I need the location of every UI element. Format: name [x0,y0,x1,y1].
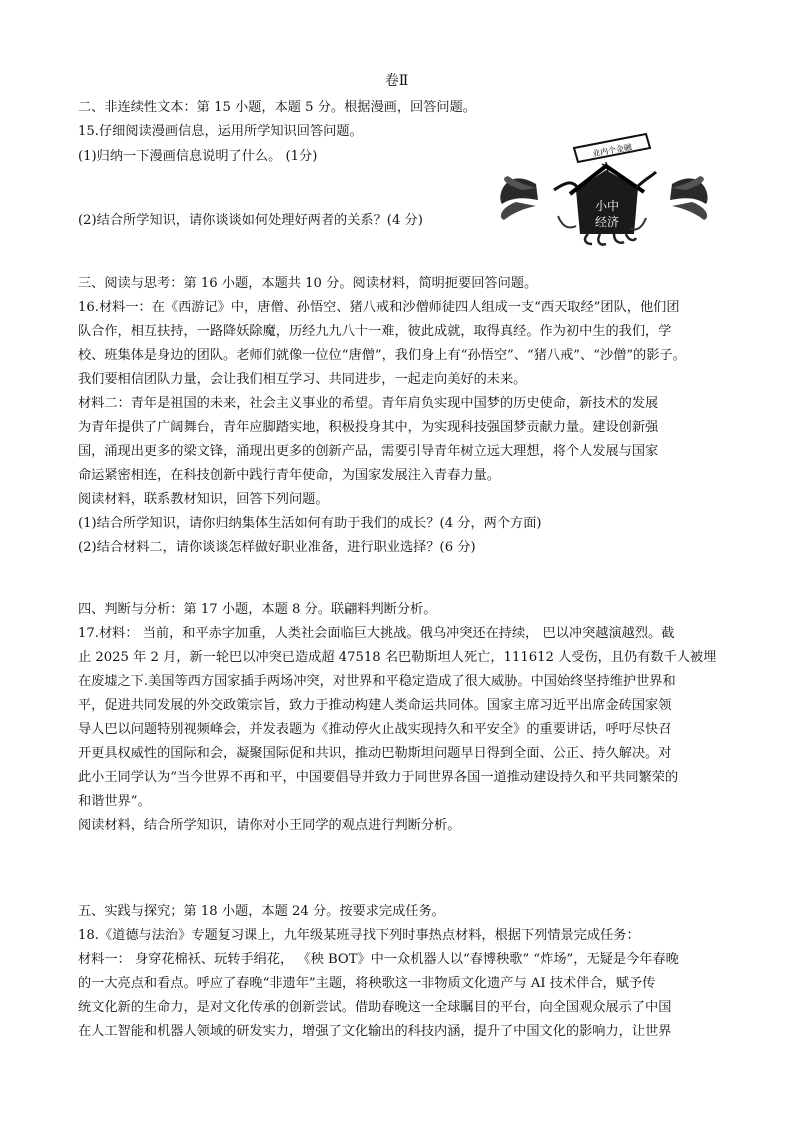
passage-line: 和谐世界”。 [78,794,151,809]
question-15: 15.仔细阅读漫画信息，运用所学知识回答问题。 [78,124,363,139]
house-text-1: 小中 [594,199,620,213]
question-15-part1: (1)归纳一下漫画信息说明了什么。 (1分) [78,149,318,164]
section4-heading: 四、判断与分析：第 17 小题，本题 8 分。联翩料判断分析。 [78,602,437,617]
question-16-part2: (2)结合材料二，请你谈谈怎样做好职业准备，进行职业选择？(6 分) [78,540,476,555]
section2-heading: 二、非连续性文本：第 15 小题，本题 5 分。根据漫画，回答问题。 [78,100,476,115]
question-16-part1: (1)结合所学知识，请你归纳集体生活如何有助于我们的成长？(4 分，两个方面) [78,516,542,531]
right-arm [636,172,656,188]
passage-line: 我们要相信团队力量，会让我们相互学习、共同进步，一起走向美好的未来。 [78,372,527,387]
question-15-part2: (2)结合所学知识，请你谈谈如何处理好两者的关系？(4 分) [78,213,423,228]
passage-line: 16.材料一：在《西游记》中，唐僧、孙悟空、猪八戒和沙僧师徒四人组成一支“西天取经”团队，他们团 [78,300,680,315]
passage-line: 为青年提供了广阔舞台，青年应脚踏实地，积极投身其中，为实现科技强国梦贡献力量。建设创新强 [78,420,659,435]
passage-line: 止 2025 年 2 月，新一轮巴以冲突已造成超 47518 名巴勒斯坦人死亡，111612 人受伤，且仍有数千人被埋 [78,650,717,665]
passage-line: 此小王同学认为“当今世界不再和平，中国要倡导并致力于同世界各国一道推动建设持久和平共同繁荣的 [78,770,679,785]
section5-heading: 五、实践与探究；第 18 小题，本题 24 分。按要求完成任务。 [78,904,445,919]
passage-line: 命运紧密相连，在科技创新中践行青年使命，为国家发展注入青春力量。 [78,468,500,483]
passage-line: 队合作，相互扶持，一路降妖除魔，历经九九八十一难，彼此成就，取得真经。作为初中生的我们，学 [78,324,672,339]
banner-text: 业内个金融 [591,142,633,159]
cartoon-image [496,126,712,250]
passage-line: 校、班集体是身边的团队。老师们就像一位位“唐僧”，我们身上有“孙悟空”、“猪八戒”、“沙僧”的影子。 [78,348,686,363]
passage-line: 平，促进共同发展的外交政策宗旨，致力于推动构建人类命运共同体。国家主席习近平出席金砖国家领 [78,698,672,713]
passage-line: 国，涌现出更多的梁文锋，涌现出更多的创新产品，需要引导青年树立远大理想，将个人发展与国家 [78,444,659,459]
passage-line: 开更具权威性的国际和会，凝聚国际促和共识，推动巴勒斯坦问题早日得到全面、公正、持久解决。对 [78,746,672,761]
passage-line: 18.《道德与法治》专题复习课上，九年级某班寻找下列时事热点材料，根据下列情景完成任务： [78,928,640,943]
passage-line: 材料一： 身穿花棉袄、玩转手绢花， 《秧 BOT》中一众机器人以“春博秧歌” “炸场”，无疑是今年春晚 [78,952,679,967]
section3-heading: 三、阅读与思考：第 16 小题，本题共 10 分。阅读材料，简明扼要回答问题。 [78,276,538,291]
page-title: 卷Ⅱ [384,73,409,89]
passage-line: 导人巴以问题特别视频峰会，并发表题为《推动停火止战实现持久和平安全》的重要讲话，呼吁尽快召 [78,722,672,737]
legs [585,234,636,245]
passage-line: 统文化新的生命力，是对文化传承的创新尝试。借助春晚这一全球瞩目的平台，向全国观众展示了中国 [78,1000,672,1015]
passage-line: 阅读材料，联系教材知识，回答下列问题。 [78,492,329,507]
passage-line: 在人工智能和机器人领域的研发实力，增强了文化输出的科技内涵，提升了中国文化的影响力，让世界 [78,1024,672,1039]
passage-line: 在废墟之下.美国等西方国家插手两场冲突，对世界和平稳定造成了很大威胁。中国始终坚持维护世界和 [78,674,676,689]
house-text-2: 经济 [594,215,620,229]
passage-line: 17.材料： 当前，和平赤字加重，人类社会面临巨大挑战。俄乌冲突还在持续， 巴以冲突越演越烈。截 [78,626,675,641]
passage-line: 的一大亮点和看点。呼应了春晚“非遗年”主题，将秧歌这一非物质文化遗产与 AI 技术伴合，赋予传 [78,976,656,991]
passage-line: 材料二：青年是祖国的未来，社会主义事业的希望。青年肩负实现中国梦的历史使命，新技术的发展 [78,396,659,411]
question-17-prompt: 阅读材料，结合所学知识，请你对小王同学的观点进行判断分析。 [78,818,461,833]
